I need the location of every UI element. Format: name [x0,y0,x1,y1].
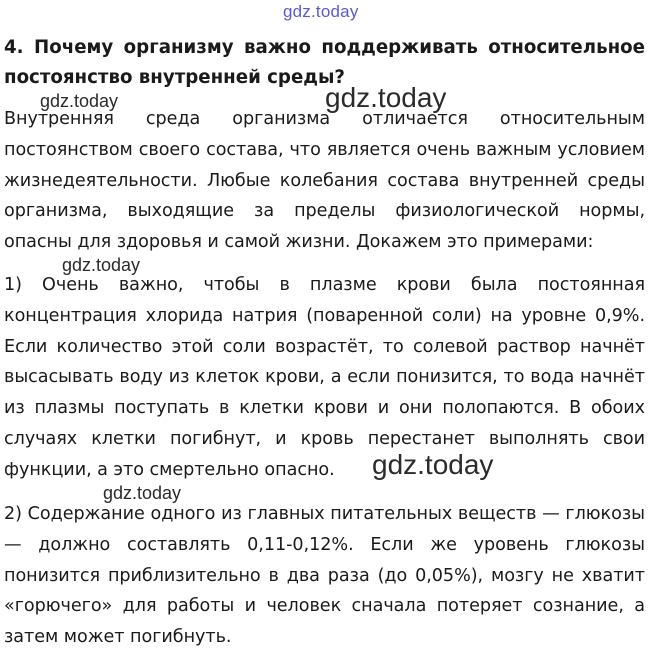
question-heading: 4. Почему организму важно поддерживать относительное постоянство внутренней среды? [4,37,645,88]
watermark-small-3: gdz.today [103,483,182,503]
paragraph-example-2: 2) Содержание одного из главных питательных веществ — глюкозы — должно составлять 0,11-0,12%. Если же уровень глюкозы понизится приблизительно в два раза (до 0,05%), мозгу не хватит «горючего» для работы и человек сначала потеряет сознание, а затем может погибнуть. [4,504,645,648]
paragraph-intro: Внутренняя среда организма отличается относительным постоянством своего состава, что является очень важным условием жизнедеятельности. Любые колебания состава внутренней среды организма, выходящие за пределы физиологической нормы, опасны для здоровья и самой жизни. Докажем это примерами: [4,109,645,253]
watermark-small-2: gdz.today [62,255,141,275]
watermark-large-1: gdz.today [325,82,447,113]
watermark-small-1: gdz.today [40,91,119,111]
paragraph-example-1: 1) Очень важно, чтобы в плазме крови была постоянная концентрация хлорида натрия (поваренной соли) на уровне 0,9%. Если количество этой соли возрастёт, то солевой раствор начнёт высасывать воду из клеток крови, а если понизится, то вода начнёт из плазмы поступать в клетки крови и они полопаются. В обоих случаях клетки погибнут, и кровь перестанет выполнять свои функции, а это смертельно опасно. [4,275,645,480]
watermark-top: gdz.today [283,2,359,21]
watermark-large-2: gdz.today [372,449,494,480]
